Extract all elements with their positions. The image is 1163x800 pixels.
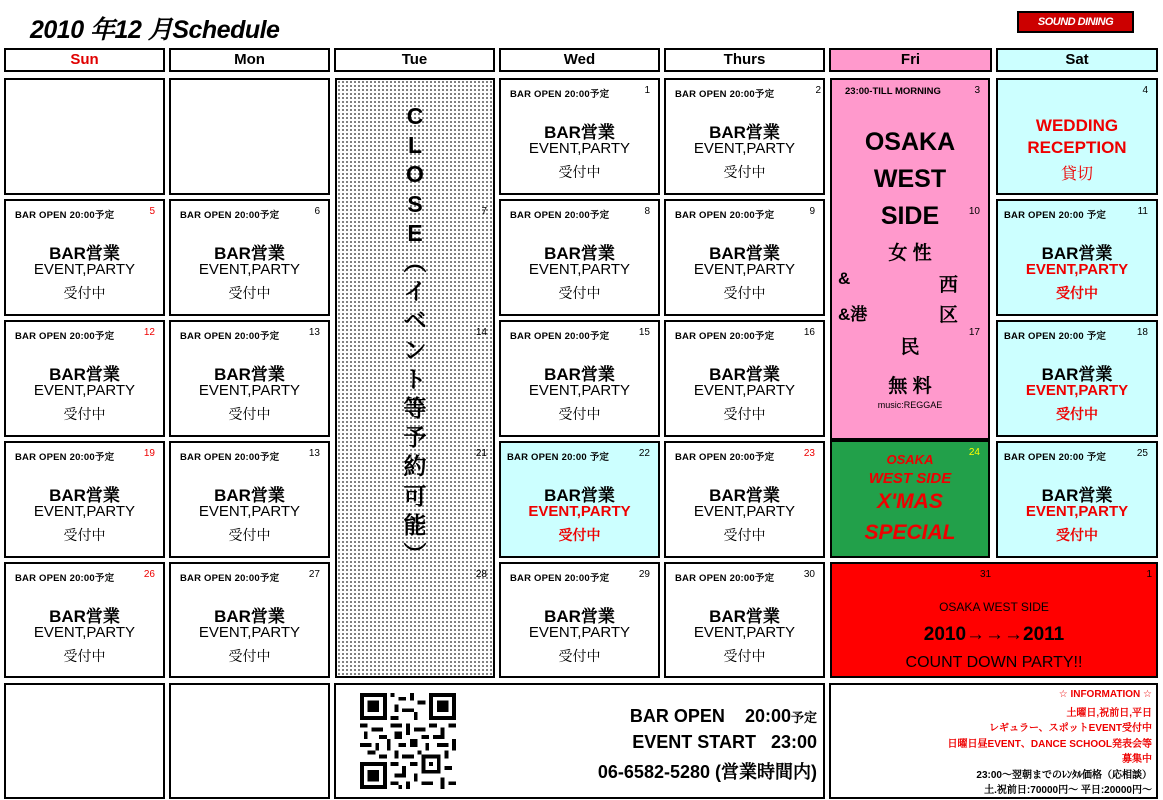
bar-label: BAR営業 bbox=[544, 244, 615, 263]
info-line: 土曜日,祝前日,平日 bbox=[1066, 708, 1152, 719]
closed-char: 等 bbox=[403, 395, 427, 422]
open-time-tag: BAR OPEN 20:00予定 bbox=[675, 210, 775, 221]
event-label: EVENT,PARTY bbox=[693, 261, 796, 278]
day-number: 12 bbox=[143, 327, 155, 338]
event-label: EVENT,PARTY bbox=[198, 624, 301, 641]
header-thu: Thurs bbox=[664, 48, 825, 72]
open-time-tag: BAR OPEN 20:00予定 bbox=[675, 89, 775, 100]
info-line: 日曜日昼EVENT、DANCE SCHOOL発表会等 bbox=[947, 739, 1152, 750]
accepting-label: 受付中 bbox=[723, 648, 766, 664]
info-rental-line: 23:00～翌朝までのﾚﾝﾀﾙ価格（応相談） bbox=[976, 770, 1152, 781]
bar-label: BAR営業 bbox=[214, 607, 285, 626]
reception-label: RECEPTION bbox=[1027, 138, 1127, 157]
header-mon: Mon bbox=[169, 48, 330, 72]
day-number: 2 bbox=[815, 85, 821, 96]
day-cell-thu-9[interactable] bbox=[664, 199, 825, 316]
free-label: 無 料 bbox=[888, 376, 932, 397]
open-time-tag: BAR OPEN 20:00予定 bbox=[15, 210, 115, 221]
day-cell-mon-20[interactable] bbox=[169, 441, 330, 558]
day-number: 9 bbox=[809, 206, 815, 217]
event-label: EVENT,PARTY bbox=[198, 382, 301, 399]
day-number: 10 bbox=[968, 206, 980, 217]
event-start-label: EVENT START bbox=[632, 732, 756, 752]
bar-label: BAR営業 bbox=[544, 607, 615, 626]
bar-label: BAR営業 bbox=[49, 365, 120, 384]
info-line: 募集中 bbox=[1122, 754, 1152, 765]
wedding-label: WEDDING bbox=[1035, 116, 1119, 135]
day-number: 26 bbox=[143, 569, 155, 580]
open-time-tag: BAR OPEN 20:00予定 bbox=[180, 452, 280, 463]
day-cell-sat-4[interactable] bbox=[996, 78, 1158, 195]
closed-char: C bbox=[406, 103, 424, 129]
event-label: EVENT,PARTY bbox=[198, 261, 301, 278]
side-label: SIDE bbox=[880, 202, 940, 230]
bar-label: BAR営業 bbox=[49, 607, 120, 626]
event-label: EVENT,PARTY bbox=[528, 503, 631, 520]
event-label: EVENT,PARTY bbox=[1025, 503, 1129, 520]
open-time-tag: BAR OPEN 20:00予定 bbox=[510, 210, 610, 221]
closed-char: ン bbox=[403, 336, 427, 363]
open-time-tag: BAR OPEN 20:00予定 bbox=[510, 89, 610, 100]
header-wed: Wed bbox=[499, 48, 660, 72]
open-time-tag: BAR OPEN 20:00予定 bbox=[180, 331, 280, 342]
day-cell-thu-2[interactable] bbox=[664, 78, 825, 195]
bar-label: BAR営業 bbox=[544, 365, 615, 384]
day-cell-wed-1[interactable] bbox=[499, 78, 660, 195]
friday-osaka-west-side-event[interactable] bbox=[830, 78, 990, 440]
day-cell-sat-25[interactable] bbox=[996, 441, 1158, 558]
event-label: EVENT,PARTY bbox=[33, 382, 136, 399]
closed-char: 予 bbox=[403, 424, 427, 451]
bar-label: BAR営業 bbox=[1041, 244, 1113, 263]
private-label: 貸切 bbox=[1060, 166, 1093, 183]
closed-char: 能 bbox=[403, 511, 427, 538]
closed-char: E bbox=[407, 219, 423, 246]
day-number: 31 bbox=[980, 569, 992, 580]
day-number: 16 bbox=[803, 327, 815, 338]
xmas-west-side: WEST SIDE bbox=[868, 470, 952, 487]
open-time-tag: BAR OPEN 20:00予定 bbox=[180, 210, 280, 221]
music-genre: music:REGGAE bbox=[877, 400, 943, 410]
open-time-tag: BAR OPEN 20:00 予定 bbox=[1004, 452, 1107, 463]
accepting-label: 受付中 bbox=[1056, 285, 1098, 301]
xmas-title: X'MAS bbox=[877, 490, 943, 513]
day-number: 3 bbox=[974, 85, 980, 96]
day-number: 7 bbox=[481, 206, 487, 217]
event-label: EVENT,PARTY bbox=[33, 261, 136, 278]
bar-label: BAR営業 bbox=[1041, 365, 1113, 384]
accepting-label: 受付中 bbox=[228, 527, 271, 543]
countdown-party-event[interactable] bbox=[830, 562, 1158, 678]
info-price-line: 土.祝前日:70000円～ 平日:20000円～ bbox=[984, 785, 1152, 796]
page-title: 2010 年12 月Schedule bbox=[30, 16, 280, 44]
day-number: 29 bbox=[638, 569, 650, 580]
closed-char: ベ bbox=[403, 307, 427, 334]
bar-label: BAR営業 bbox=[544, 486, 615, 505]
day-number: 18 bbox=[1136, 327, 1148, 338]
qr-code-icon[interactable] bbox=[360, 693, 456, 789]
day-cell-sun-12[interactable] bbox=[4, 320, 165, 437]
day-cell-mon-13[interactable] bbox=[169, 320, 330, 437]
footer-empty-box bbox=[169, 683, 330, 799]
amp-minato-label: &港 bbox=[838, 305, 868, 324]
countdown-title: COUNT DOWN PARTY!! bbox=[905, 654, 1083, 671]
info-line: レギュラー、スポットEVENT受付中 bbox=[989, 723, 1152, 734]
tuesday-closed-column bbox=[335, 78, 495, 678]
day-cell-wed-8[interactable] bbox=[499, 199, 660, 316]
closed-char: ︶ bbox=[403, 541, 427, 568]
event-label: EVENT,PARTY bbox=[693, 382, 796, 399]
accepting-label: 受付中 bbox=[228, 406, 271, 422]
day-number: 1 bbox=[644, 85, 650, 96]
day-number: 22 bbox=[638, 448, 650, 459]
bar-open-time: 20:00 bbox=[744, 706, 791, 726]
open-time-tag: BAR OPEN 20:00予定 bbox=[675, 452, 775, 463]
open-time-tag: BAR OPEN 20:00予定 bbox=[15, 452, 115, 463]
open-time-tag: BAR OPEN 20:00予定 bbox=[510, 331, 610, 342]
xmas-osaka: OSAKA bbox=[886, 452, 934, 467]
nishi-label: 西 bbox=[938, 275, 958, 296]
phone-number[interactable]: 06-6582-5280 (営業時間内) bbox=[597, 762, 817, 782]
header-sun: Sun bbox=[4, 48, 165, 72]
day-number: 17 bbox=[968, 327, 980, 338]
day-number: 11 bbox=[1137, 206, 1148, 217]
day-number: 14 bbox=[475, 327, 487, 338]
event-label: EVENT,PARTY bbox=[1025, 382, 1129, 399]
residents-label: 民 bbox=[900, 337, 920, 358]
bar-open-label: BAR OPEN bbox=[629, 706, 725, 726]
event-label: EVENT,PARTY bbox=[528, 140, 631, 157]
closed-char: イ bbox=[403, 278, 427, 305]
bar-label: BAR営業 bbox=[709, 486, 780, 505]
day-number: 25 bbox=[1136, 448, 1148, 459]
closed-char: ト bbox=[403, 365, 427, 392]
closed-char: ︵ bbox=[403, 249, 427, 276]
ku-label: 区 bbox=[938, 305, 958, 326]
accepting-label: 受付中 bbox=[63, 527, 106, 543]
event-start-line bbox=[632, 732, 817, 753]
closed-char: L bbox=[407, 132, 423, 159]
bar-open-note: 予定 bbox=[790, 710, 817, 725]
closed-char: 約 bbox=[403, 453, 427, 480]
event-label: EVENT,PARTY bbox=[528, 382, 631, 399]
day-number: 19 bbox=[143, 448, 155, 459]
open-time-tag: BAR OPEN 20:00 予定 bbox=[507, 452, 610, 463]
accepting-label: 受付中 bbox=[228, 648, 271, 664]
day-cell-empty bbox=[169, 78, 330, 195]
bar-label: BAR営業 bbox=[214, 244, 285, 263]
event-label: EVENT,PARTY bbox=[528, 261, 631, 278]
day-cell-thu-23[interactable] bbox=[664, 441, 825, 558]
bar-label: BAR営業 bbox=[214, 486, 285, 505]
event-label: EVENT,PARTY bbox=[693, 503, 796, 520]
accepting-label: 受付中 bbox=[558, 285, 601, 301]
accepting-label: 受付中 bbox=[558, 648, 601, 664]
countdown-years: 2010→→→2011 bbox=[923, 624, 1065, 645]
open-time-tag: 23:00-TILL MORNING bbox=[845, 86, 941, 97]
sound-dining-logo bbox=[1017, 11, 1134, 33]
day-number: 13 bbox=[308, 448, 320, 459]
day-number: 30 bbox=[803, 569, 815, 580]
osaka-label: OSAKA bbox=[864, 128, 956, 156]
accepting-label: 受付中 bbox=[723, 527, 766, 543]
open-time-tag: BAR OPEN 20:00予定 bbox=[675, 331, 775, 342]
day-number: 8 bbox=[644, 206, 650, 217]
bar-label: BAR営業 bbox=[709, 244, 780, 263]
open-time-tag: BAR OPEN 20:00 予定 bbox=[1004, 331, 1107, 342]
day-number: 1 bbox=[1146, 569, 1152, 580]
day-number: 4 bbox=[1142, 85, 1148, 96]
accepting-label: 受付中 bbox=[63, 285, 106, 301]
accepting-label: 受付中 bbox=[558, 527, 601, 543]
open-time-tag: BAR OPEN 20:00予定 bbox=[675, 573, 775, 584]
day-cell-mon-27[interactable] bbox=[169, 562, 330, 678]
women-label: 女 性 bbox=[888, 243, 932, 264]
bar-label: BAR営業 bbox=[49, 486, 120, 505]
day-cell-thu-30[interactable] bbox=[664, 562, 825, 678]
header-tue: Tue bbox=[334, 48, 495, 72]
closed-char: 可 bbox=[403, 482, 427, 509]
open-time-tag: BAR OPEN 20:00 予定 bbox=[1004, 210, 1107, 221]
open-time-tag: BAR OPEN 20:00予定 bbox=[510, 573, 610, 584]
accepting-label: 受付中 bbox=[228, 285, 271, 301]
closed-vertical-text bbox=[400, 102, 430, 569]
day-cell-sat-18[interactable] bbox=[996, 320, 1158, 437]
bar-label: BAR営業 bbox=[214, 365, 285, 384]
footer-bar-info bbox=[334, 683, 825, 799]
open-time-tag: BAR OPEN 20:00予定 bbox=[180, 573, 280, 584]
bar-label: BAR営業 bbox=[709, 365, 780, 384]
day-number: 5 bbox=[149, 206, 155, 217]
accepting-label: 受付中 bbox=[723, 406, 766, 422]
day-number: 28 bbox=[475, 569, 487, 580]
header-fri: Fri bbox=[829, 48, 992, 72]
day-number: 27 bbox=[308, 569, 320, 580]
footer-empty-box bbox=[4, 683, 165, 799]
info-heading: ☆ INFORMATION ☆ bbox=[1058, 689, 1152, 700]
day-cell-wed-15[interactable] bbox=[499, 320, 660, 437]
day-number: 21 bbox=[475, 448, 487, 459]
accepting-label: 受付中 bbox=[723, 285, 766, 301]
day-number: 15 bbox=[638, 327, 650, 338]
accepting-label: 受付中 bbox=[558, 164, 601, 180]
open-time-tag: BAR OPEN 20:00予定 bbox=[15, 573, 115, 584]
amp-label: & bbox=[838, 269, 851, 288]
open-time-tag: BAR OPEN 20:00予定 bbox=[15, 331, 115, 342]
logo-text: SOUND DINING bbox=[1037, 16, 1114, 28]
day-cell-sat-11[interactable] bbox=[996, 199, 1158, 316]
day-number: 13 bbox=[308, 327, 320, 338]
day-number: 23 bbox=[803, 448, 815, 459]
day-cell-sun-5[interactable] bbox=[4, 199, 165, 316]
day-cell-sun-26[interactable] bbox=[4, 562, 165, 678]
xmas-special: SPECIAL bbox=[864, 521, 956, 544]
event-label: EVENT,PARTY bbox=[198, 503, 301, 520]
day-cell-sun-19[interactable] bbox=[4, 441, 165, 558]
day-cell-thu-16[interactable] bbox=[664, 320, 825, 437]
bar-label: BAR営業 bbox=[709, 123, 780, 142]
header-sat: Sat bbox=[996, 48, 1158, 72]
event-label: EVENT,PARTY bbox=[33, 503, 136, 520]
xmas-special-event[interactable] bbox=[830, 440, 990, 558]
day-number: 6 bbox=[314, 206, 320, 217]
bar-label: BAR営業 bbox=[709, 607, 780, 626]
event-label: EVENT,PARTY bbox=[528, 624, 631, 641]
event-label: EVENT,PARTY bbox=[1025, 261, 1129, 278]
countdown-organizer: OSAKA WEST SIDE bbox=[939, 600, 1049, 614]
accepting-label: 受付中 bbox=[558, 406, 601, 422]
footer-information-box bbox=[829, 683, 1158, 799]
closed-char: O bbox=[406, 161, 424, 188]
day-cell-wed-22[interactable] bbox=[499, 441, 660, 558]
accepting-label: 受付中 bbox=[1056, 406, 1098, 422]
day-cell-empty bbox=[4, 78, 165, 195]
accepting-label: 受付中 bbox=[63, 648, 106, 664]
bar-label: BAR営業 bbox=[544, 123, 615, 142]
accepting-label: 受付中 bbox=[723, 164, 766, 180]
day-number: 24 bbox=[968, 447, 980, 458]
west-label: WEST bbox=[873, 165, 947, 193]
event-label: EVENT,PARTY bbox=[693, 140, 796, 157]
bar-label: BAR営業 bbox=[49, 244, 120, 263]
event-label: EVENT,PARTY bbox=[693, 624, 796, 641]
accepting-label: 受付中 bbox=[1056, 527, 1098, 543]
bar-label: BAR営業 bbox=[1041, 486, 1113, 505]
bar-open-line bbox=[630, 706, 817, 727]
accepting-label: 受付中 bbox=[63, 406, 106, 422]
day-cell-wed-29[interactable] bbox=[499, 562, 660, 678]
event-start-time: 23:00 bbox=[770, 732, 817, 752]
event-label: EVENT,PARTY bbox=[33, 624, 136, 641]
closed-char: S bbox=[407, 190, 423, 217]
day-cell-mon-6[interactable] bbox=[169, 199, 330, 316]
